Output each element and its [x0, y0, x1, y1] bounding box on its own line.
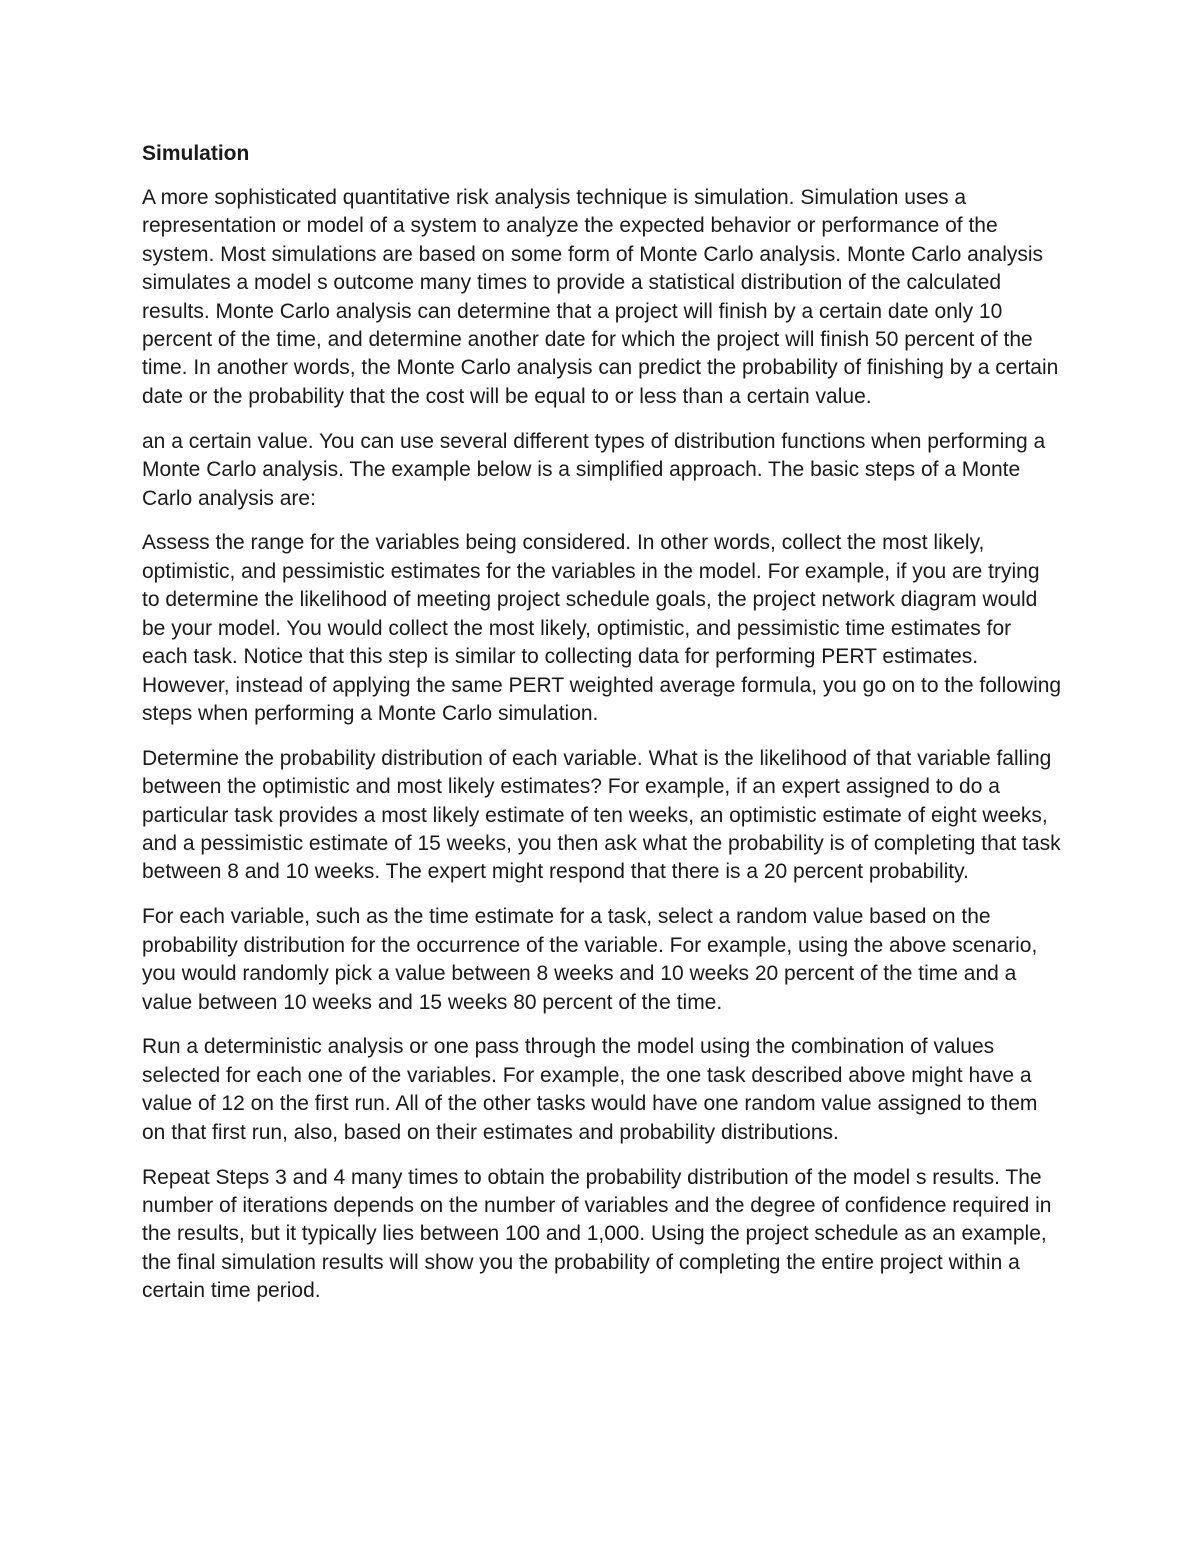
paragraph-step-random-value: For each variable, such as the time estimate for a task, select a random value based on the probability distribution for the occurrence of the variable. For example, using the above scenario, you would randomly pick a value between 8 weeks and 10 weeks 20 percent of the time and a value between 10 weeks and 15 weeks 80 percent of the time. — [142, 905, 1038, 1014]
paragraph-step-probability-distribution: Determine the probability distribution of each variable. What is the likelihood of that variable falling between the optimistic and most likely estimates? For example, if an expert assigned to do a particular task provides a most likely estimate of ten weeks, an optimistic estimate of eight weeks, and a pessimistic estimate of 15 weeks, you then ask what the probability is of completing that task between 8 and 10 weeks. The expert might respond that there is a 20 percent probability. — [142, 746, 1061, 884]
paragraph-distribution-functions: an a certain value. You can use several different types of distribution functions when performing a Monte Carlo analysis. The example below is a simplified approach. The basic steps of a Monte Carlo analysis are: — [142, 429, 1046, 510]
document-body — [142, 140, 1062, 1322]
paragraph-step-assess-range: Assess the range for the variables being considered. In other words, collect the most likely, optimistic, and pessimistic estimates for the variables in the model. For example, if you are trying to determine the likelihood of meeting project schedule goals, the project network diagram would be your model. You would collect the most likely, optimistic, and pessimistic time estimates for each task. Notice that this step is similar to collecting data for performing PERT estimates. However, instead of applying the same PERT weighted average formula, you go on to the following steps when performing a Monte Carlo simulation. — [142, 531, 1062, 725]
paragraph-step-repeat: Repeat Steps 3 and 4 many times to obtain the probability distribution of the model s results. The number of iterations depends on the number of variables and the degree of confidence required in the results, but it typically lies between 100 and 1,000. Using the project schedule as an example, the final simulation results will show you the probability of completing the entire project within a certain time period. — [142, 1165, 1052, 1303]
paragraph-intro: A more sophisticated quantitative risk analysis technique is simulation. Simulation uses a representation or model of a system to analyze the expected behavior or performance of the system. Most simulations are based on some form of Monte Carlo analysis. Monte Carlo analysis simulates a model s outcome many times to provide a statistical distribution of the calculated results. Monte Carlo analysis can determine that a project will finish by a certain date only 10 percent of the time, and determine another date for which the project will finish 50 percent of the time. In another words, the Monte Carlo analysis can predict the probability of finishing by a certain date or the probability that the cost will be equal to or less than a certain value. — [142, 186, 1059, 408]
paragraph-step-deterministic-analysis: Run a deterministic analysis or one pass through the model using the combination of values selected for each one of the variables. For example, the one task described above might have a value of 12 on the first run. All of the other tasks would have one random value assigned to them on that first run, also, based on their estimates and probability distributions. — [142, 1035, 1038, 1144]
document-title: Simulation — [142, 142, 250, 165]
